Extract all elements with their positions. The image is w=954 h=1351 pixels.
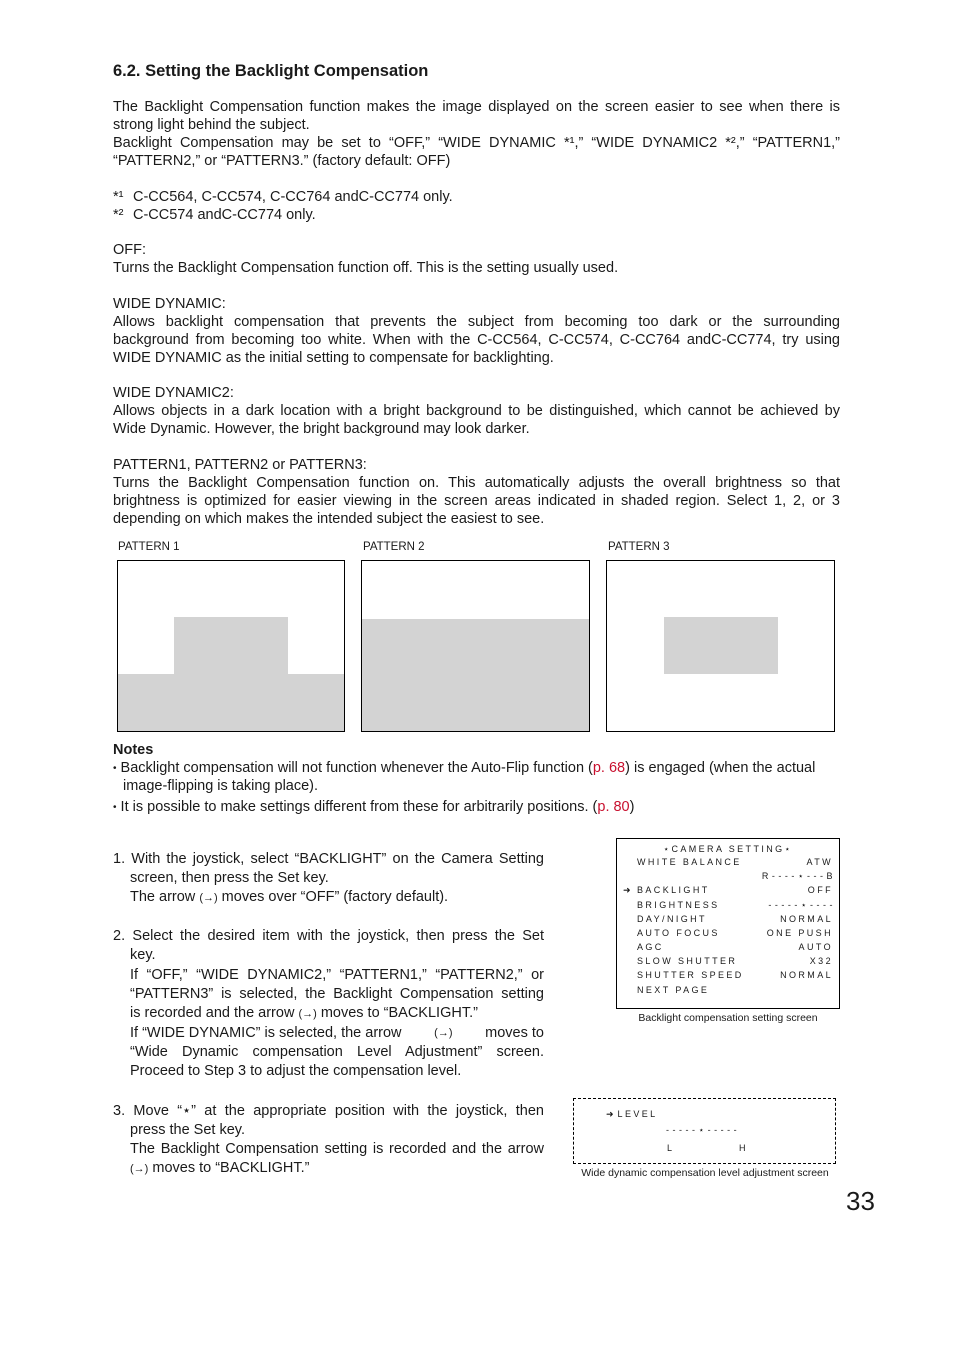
off-text: Turns the Backlight Compensation function off. This is the setting usually used. bbox=[113, 260, 619, 276]
page-link[interactable]: p. 80 bbox=[597, 799, 630, 815]
wide-dynamic2-heading: WIDE DYNAMIC2: bbox=[113, 385, 234, 401]
arrow-icon: (→) bbox=[434, 1027, 453, 1039]
level-label: LEVEL bbox=[617, 1109, 658, 1119]
step-3-line-1: 3. Move “⋆” at the appropriate position with the joystick, then bbox=[113, 1103, 544, 1119]
intro-line-3: Backlight Compensation may be set to “OFF,” “WIDE DYNAMIC *¹,” “WIDE DYNAMIC2 *²,” “PATTERN1,” bbox=[113, 135, 840, 151]
pattern-3-label: PATTERN 3 bbox=[608, 541, 670, 553]
off-heading: OFF: bbox=[113, 242, 147, 258]
step-2-line-3: If “OFF,” “WIDE DYNAMIC2,” “PATTERN1,” “PATTERN2,” or bbox=[130, 967, 544, 983]
note-2: • It is possible to make settings different from these for arbitrarily positions. (p. 80) bbox=[113, 799, 635, 815]
cursor-arrow-icon: ➜ bbox=[623, 885, 631, 895]
page-link[interactable]: p. 68 bbox=[592, 760, 626, 776]
camera-setting-screen bbox=[616, 838, 840, 1009]
step-2-line-2: key. bbox=[130, 947, 156, 963]
step-2-line-4: “PATTERN3” is selected, the Backlight Compensation setting bbox=[130, 986, 544, 1002]
pattern-line-2: brightness is optimized for easier viewing in the screen areas indicated in shaded region. Select 1, 2, or 3 bbox=[113, 493, 840, 509]
shaded-region bbox=[362, 619, 589, 731]
wide-dynamic-line-1: Allows backlight compensation that prevents the subject from becoming too dark or the surrounding bbox=[113, 314, 840, 330]
level-adjustment-screen bbox=[573, 1098, 836, 1164]
wide-dynamic-heading: WIDE DYNAMIC: bbox=[113, 296, 226, 312]
menu-row-slow-shutter[interactable]: SLOW SHUTTER X32 bbox=[637, 956, 833, 966]
step-3-line-3: The Backlight Compensation setting is recorded and the arrow bbox=[130, 1141, 544, 1157]
step-2-line-6: If “WIDE DYNAMIC” is selected, the arrow (→) moves to bbox=[130, 1025, 544, 1041]
intro-line-4: “PATTERN2,” or “PATTERN3.” (factory default: OFF) bbox=[113, 153, 451, 169]
note-text: ) bbox=[629, 799, 635, 815]
note-1: • Backlight compensation will not function whenever the Auto-Flip function (p. 68) is engaged (when the actual bbox=[113, 760, 816, 776]
step-2-line-5: is recorded and the arrow (→) moves to “BACKLIGHT.” bbox=[130, 1005, 478, 1021]
pattern-3-diagram bbox=[606, 560, 835, 732]
note-text: Backlight compensation will not function whenever the Auto-Flip function ( bbox=[120, 760, 593, 776]
intro-line-1: The Backlight Compensation function makes the image displayed on the screen easier to see when there is bbox=[113, 99, 840, 115]
pattern-line-3: depending on which makes the intended subject the easiest to see. bbox=[113, 511, 545, 527]
pattern-1-label: PATTERN 1 bbox=[118, 541, 180, 553]
pattern-heading: PATTERN1, PATTERN2 or PATTERN3: bbox=[113, 457, 367, 473]
level-row[interactable] bbox=[606, 1109, 658, 1120]
note-text: ) is engaged (when the actual bbox=[625, 760, 816, 776]
page-number: 33 bbox=[846, 1186, 875, 1216]
pattern-1-diagram bbox=[117, 560, 345, 732]
pattern-line-1: Turns the Backlight Compensation function on. This automatically adjusts the overall brightness so that bbox=[113, 475, 840, 491]
wide-dynamic2-line-1: Allows objects in a dark location with a bright background to be distinguished, which cannot be achieved by bbox=[113, 403, 840, 419]
camera-menu-title: ⋆CAMERA SETTING⋆ bbox=[663, 844, 793, 854]
intro-line-2: strong light behind the subject. bbox=[113, 117, 310, 133]
shaded-region bbox=[118, 674, 344, 731]
step-1-line-1: 1. With the joystick, select “BACKLIGHT” on the Camera Setting bbox=[113, 851, 544, 867]
step-2-line-1: 2. Select the desired item with the joystick, then press the Set bbox=[113, 928, 544, 944]
menu-row-brightness[interactable]: BRIGHTNESS - - - - - ⋆ - - - - bbox=[637, 900, 833, 910]
pattern-2-label: PATTERN 2 bbox=[363, 541, 425, 553]
camera-screen-caption: Backlight compensation setting screen bbox=[638, 1012, 818, 1024]
pattern-2-diagram bbox=[361, 560, 590, 732]
arrow-icon: (→) bbox=[130, 1163, 149, 1175]
wide-dynamic2-line-2: Wide Dynamic. However, the bright background may look darker. bbox=[113, 421, 530, 437]
shaded-region bbox=[174, 617, 288, 675]
notes-title: Notes bbox=[113, 742, 154, 758]
footnote-1 bbox=[113, 188, 453, 206]
step-3-line-2: press the Set key. bbox=[130, 1122, 245, 1138]
level-low-label: L bbox=[667, 1143, 675, 1153]
step-2-line-7: “Wide Dynamic compensation Level Adjustment” screen. bbox=[130, 1044, 544, 1060]
footnote-mark: *¹ bbox=[113, 189, 124, 205]
footnote-text: C-CC564, C-CC574, C-CC764 andC-CC774 only. bbox=[133, 189, 453, 205]
note-text: It is possible to make settings different from these for arbitrarily positions. ( bbox=[120, 799, 598, 815]
wide-dynamic-line-2: background from becoming too white. When with the C-CC564, C-CC574, C-CC764 andC-CC774, try using bbox=[113, 332, 840, 348]
step-2-line-8: Proceed to Step 3 to adjust the compensation level. bbox=[130, 1063, 462, 1079]
menu-row-white-balance[interactable]: WHITE BALANCE ATW bbox=[637, 857, 833, 867]
menu-row-auto-focus[interactable]: AUTO FOCUS ONE PUSH bbox=[637, 928, 833, 938]
note-1-cont: image-flipping is taking place). bbox=[123, 778, 319, 794]
level-screen-caption: Wide dynamic compensation level adjustment screen bbox=[581, 1167, 829, 1179]
menu-row-agc[interactable]: AGC AUTO bbox=[637, 942, 833, 952]
menu-row-day-night[interactable]: DAY/NIGHT NORMAL bbox=[637, 914, 833, 924]
menu-row-shutter-speed[interactable]: SHUTTER SPEED NORMAL bbox=[637, 970, 833, 980]
step-1-line-3: The arrow (→) moves over “OFF” (factory default). bbox=[130, 889, 449, 905]
level-slider[interactable]: - - - - - ⋆ - - - - - bbox=[666, 1125, 738, 1135]
step-3-line-4: (→) moves to “BACKLIGHT.” bbox=[130, 1160, 310, 1176]
shaded-region bbox=[664, 617, 778, 674]
footnote-2 bbox=[113, 206, 316, 224]
arrow-icon: (→) bbox=[199, 892, 218, 904]
menu-row-next-page[interactable]: NEXT PAGE bbox=[637, 985, 710, 995]
footnote-text: C-CC574 andC-CC774 only. bbox=[133, 207, 316, 223]
arrow-icon: (→) bbox=[298, 1008, 317, 1020]
menu-row-wb-slider[interactable]: R - - - - ⋆ - - - B bbox=[761, 871, 833, 881]
wide-dynamic-line-3: WIDE DYNAMIC as the initial setting to compensate for backlighting. bbox=[113, 350, 554, 366]
level-high-label: H bbox=[739, 1143, 748, 1153]
cursor-arrow-icon: ➜ bbox=[606, 1109, 614, 1119]
section-title: 6.2. Setting the Backlight Compensation bbox=[113, 62, 429, 80]
footnote-mark: *² bbox=[113, 207, 124, 223]
menu-row-backlight[interactable]: ➜ BACKLIGHT OFF bbox=[623, 885, 833, 895]
step-1-line-2: screen, then press the Set key. bbox=[130, 870, 329, 886]
